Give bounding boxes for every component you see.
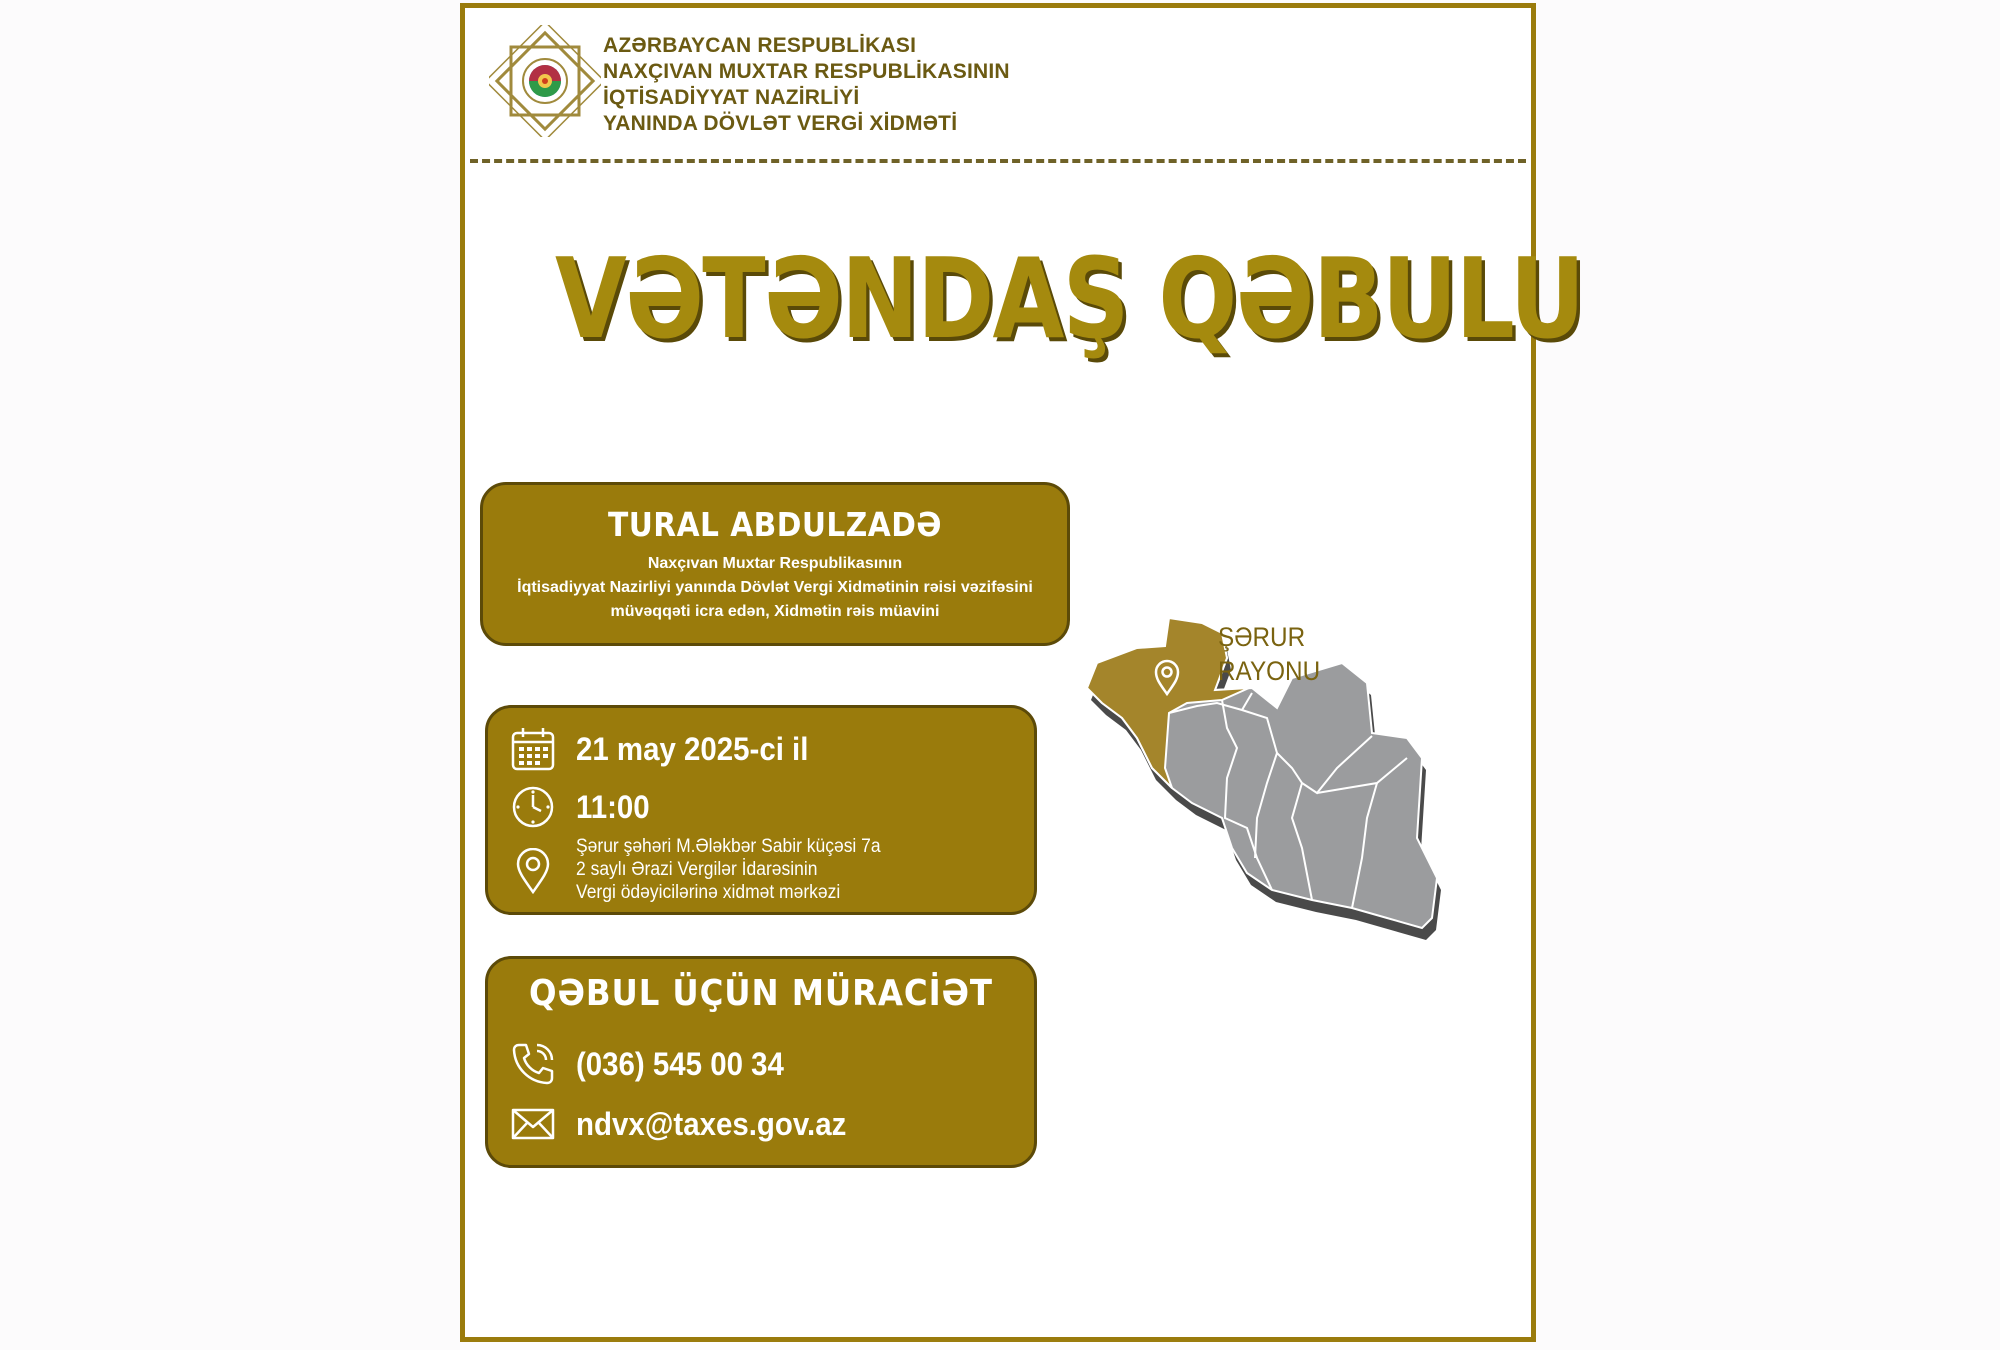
- event-details-card: [485, 705, 1037, 915]
- official-name: TURAL ABDULZADƏ: [608, 505, 942, 544]
- phone-icon: [510, 1041, 556, 1087]
- contact-heading: QƏBUL ÜÇÜN MÜRACİƏT: [529, 973, 993, 1014]
- calendar-icon: [510, 726, 556, 772]
- map-label-line: ŞƏRUR: [1218, 622, 1306, 652]
- date-row: [510, 726, 829, 772]
- event-date: 21 may 2025-ci il: [576, 730, 809, 767]
- state-emblem-logo: [489, 25, 601, 137]
- official-card: [480, 482, 1070, 646]
- map-label: [1218, 620, 1320, 688]
- address-line: 2 saylı Ərazi Vergilər İdarəsinin: [576, 859, 818, 880]
- organization-name: [603, 33, 1010, 137]
- clock-icon: [510, 784, 556, 830]
- contact-email[interactable]: ndvx@taxes.gov.az: [576, 1105, 847, 1142]
- official-position: [483, 552, 1067, 624]
- address-line: Şərur şəhəri M.Ələkbər Sabir küçəsi 7a: [576, 836, 881, 857]
- envelope-icon: [510, 1101, 556, 1147]
- org-line: NAXÇIVAN MUXTAR RESPUBLİKASININ: [603, 60, 1010, 83]
- position-line: İqtisadiyyat Nazirliyi yanında Dövlət Vergi Xidmətinin rəisi vəzifəsini: [517, 579, 1033, 596]
- contact-card: [485, 956, 1037, 1168]
- address-line: Vergi ödəyicilərinə xidmət mərkəzi: [576, 882, 841, 903]
- header-divider: [470, 159, 1526, 163]
- time-row: [510, 784, 656, 830]
- page-title: VƏTƏNDAŞ QƏBULU: [555, 236, 1584, 364]
- position-line: müvəqqəti icra edən, Xidmətin rəis müavini: [610, 603, 940, 620]
- map-label-line: RAYONU: [1218, 656, 1321, 686]
- contact-phone[interactable]: (036) 545 00 34: [576, 1045, 784, 1082]
- position-line: Naxçıvan Muxtar Respublikasının: [647, 555, 903, 572]
- phone-row: [510, 1041, 802, 1087]
- org-line: YANINDA DÖVLƏT VERGİ XİDMƏTİ: [603, 112, 958, 135]
- event-address: [576, 835, 881, 904]
- header: [465, 8, 1531, 164]
- poster: [460, 3, 1584, 1342]
- email-row: [510, 1101, 870, 1147]
- location-pin-icon: [510, 848, 556, 894]
- event-time: 11:00: [576, 788, 650, 825]
- org-line: AZƏRBAYCAN RESPUBLİKASI: [603, 34, 917, 57]
- org-line: İQTİSADİYYAT NAZİRLİYİ: [603, 86, 860, 109]
